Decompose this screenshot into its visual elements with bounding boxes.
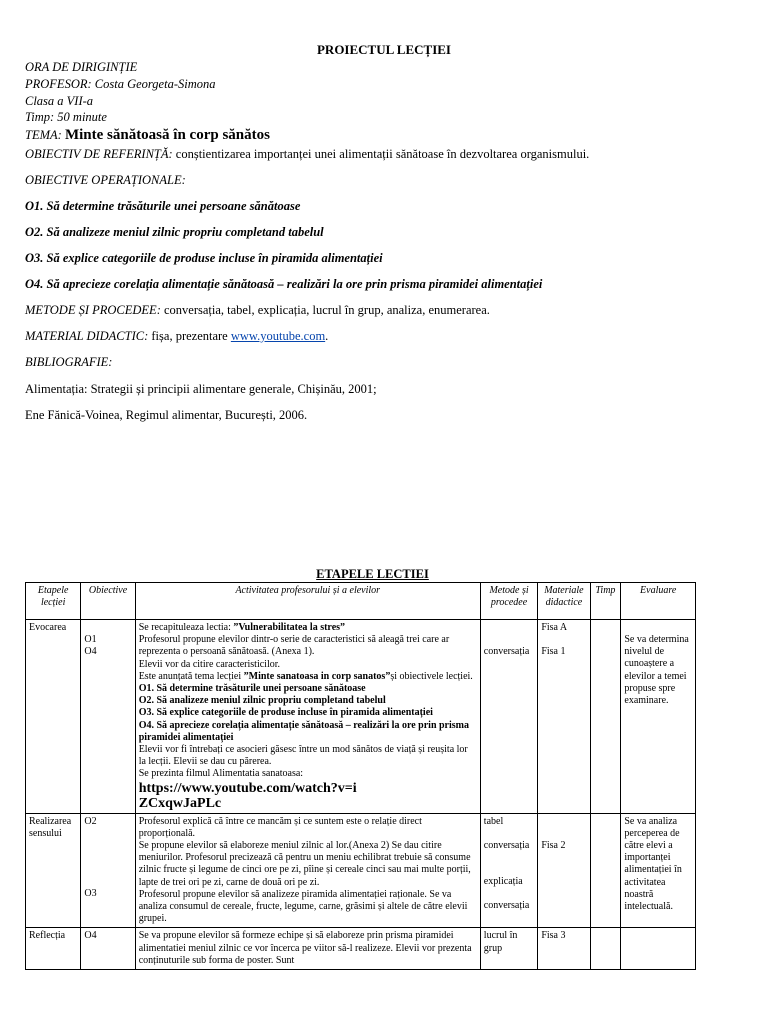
activity-text: Se prezinta filmul Alimentatia sanatoasa: [138,768,304,780]
table-obiectiv-o2: O2. Să analizeze meniul zilnic propriu completand tabelul [138,695,386,707]
material-item: Fisa 1 [541,646,566,658]
profesor-line [25,76,216,92]
tema-line [25,126,270,144]
cell-evaluare [621,620,696,814]
activity-text: Elevii vor fi întrebați ce asocieri găsesc între un mod sănătos de viață și reușita lor la lecții. Elevii se dau cu părerea. [138,744,468,768]
bibliografie-label: BIBLIOGRAFIE: [25,355,113,369]
recap-text: Se recapituleaza lectia: [138,622,234,633]
material-item: Fisa 2 [541,839,566,851]
tema-value: Minte sănătoasă în corp sănătos [64,127,270,143]
metoda: conversația [483,900,530,912]
obiectiv-code: O2 [84,815,97,827]
cell-metode [480,813,538,928]
cell-activitate [135,928,480,970]
table-row-evocarea [26,620,696,814]
obiectiv-label: OBIECTIV DE REFERINȚĂ: [25,147,173,161]
cell-timp [590,813,621,928]
cell-activitate [135,620,480,814]
profesor-name: Costa Georgeta-Simona [94,77,216,91]
activity-text: Este anunțată tema lecției [138,670,244,682]
col-header-obiective: Obiective [81,583,135,620]
cell-materiale [538,928,590,970]
cell-evaluare [621,928,696,970]
evaluare-text: Se va determina nivelul de cunoaștere a elevilor a temei propuse spre examinare. [624,634,689,707]
activity-text: Se propune elevilor să elaboreze meniul zilnic al lor.(Anexa 2) Se dau citire meniurilor. Profesorul precizează că pentru un meniu echilibrat trebuie să consume zilnic fructe și legume de cinci ore pe zi, pîine și cereale cinci sau mai multe porții, lapte de trei ori pe zi, carne de două ori pe zi. [138,840,471,888]
tema-label: TEMA: [25,128,62,142]
obiectiv-o3: O3. Să explice categoriile de produse incluse în piramida alimentației [25,251,383,265]
metoda: tabel [483,815,504,827]
col-header-materiale: Materiale didactice [538,583,590,620]
etape-title: ETAPELE LECTIEI [316,567,429,581]
obiectiv-value: conștientizarea importanței unei alimentații sănătoase în dezvoltarea organismului. [175,147,590,161]
cell-activitate [135,813,480,928]
etapa-evocarea: Evocarea [29,622,67,633]
video-url[interactable]: https://www.youtube.com/watch?v=iZCxqwJaPLc [138,780,357,811]
etapa-reflectia: Reflecția [29,930,66,942]
col-header-etapele: Etapele lecției [26,583,81,620]
clasa-line: Clasa a VII-a [25,94,94,108]
profesor-label: PROFESOR: [25,77,92,91]
metode-line [25,302,490,318]
cell-evaluare [621,813,696,928]
bibliografie-item-1: Alimentația: Strategii și principii alimentare generale, Chișinău, 2001; [25,382,377,396]
cell-obiective [81,620,135,814]
material-item: Fisa 3 [541,930,566,942]
activity-text: și obiectivele lecției. [390,670,473,682]
col-header-evaluare: Evaluare [621,583,696,620]
obiectiv-code: O1 [84,634,97,645]
cell-materiale [538,813,590,928]
etapa-realizarea: Realizarea sensului [29,815,72,839]
cell-etapa [26,928,81,970]
table-header-row [26,583,696,620]
obiectiv-line [25,146,589,162]
timp-line: Timp: 50 minute [25,110,107,124]
cell-timp [590,620,621,814]
activity-text: Elevii vor da citire caracteristicilor. [138,658,281,670]
recap-topic: ”Vulnerabilitatea la stres” [233,622,346,633]
cell-obiective [81,813,135,928]
bibliografie-item-2: Ene Fănică-Voinea, Regimul alimentar, București, 2006. [25,408,308,422]
cell-obiective [81,928,135,970]
page-title: PROIECTUL LECȚIEI [316,42,451,57]
etape-table [25,582,696,970]
col-header-timp: Timp [590,583,621,620]
obiective-op-label: OBIECTIVE OPERAȚIONALE: [25,173,186,187]
youtube-link[interactable]: www.youtube.com [230,329,326,343]
cell-metode [480,928,538,970]
evaluare-text: Se va analiza perceperea de către elevi a importanței alimentației în activitatea noastră intelectuală. [624,815,682,913]
metoda: lucrul în grup [483,930,518,954]
table-row-realizarea [26,813,696,928]
obiectiv-code: O3 [84,887,97,899]
table-obiectiv-o4: O4. Să aprecieze corelația alimentație sănătoasă – realizări la ore prin prisma piramidei alimentației [138,719,469,743]
metoda: conversația [483,839,530,851]
table-row-reflectia [26,928,696,970]
activity-text: Profesorul propune elevilor dintr-o serie de caracteristici să aleagă trei care ar reprezenta o persoană sănătoasă. (Anexa 1). [138,634,450,658]
material-label: MATERIAL DIDACTIC: [25,329,149,343]
activity-text: Profesorul propune elevilor să analizeze piramida alimentației raționale. Se va analiza consumul de cereale, fructe, legume, carne, grăsimi și altele de către elevii grupei. [138,888,468,925]
table-obiectiv-o3: O3. Să explice categoriile de produse incluse în piramida alimentației [138,707,433,719]
obiectiv-o2: O2. Să analizeze meniul zilnic propriu completand tabelul [25,225,324,239]
obiectiv-o4: O4. Să aprecieze corelația alimentație sănătoasă – realizări la ore prin prisma piramidei alimentației [25,277,543,291]
cell-metode [480,620,538,814]
obiectiv-code: O4 [84,930,97,942]
metoda: conversația [483,646,530,657]
material-value: fișa, prezentare [151,329,228,343]
table-obiectiv-o1: O1. Să determine trăsăturile unei persoane sănătoase [138,683,366,695]
obiectiv-o1: O1. Să determine trăsăturile unei persoane sănătoase [25,199,301,213]
activity-text: Profesorul explică că între ce mancăm și ce suntem este o relație direct proporțională. [138,815,422,839]
col-header-metode: Metode și procedee [480,583,538,620]
material-item: Fisa A [541,622,568,633]
cell-etapa [26,620,81,814]
material-end: . [325,329,329,343]
metode-label: METODE ȘI PROCEDEE: [25,303,161,317]
cell-timp [590,928,621,970]
metode-value: conversația, tabel, explicația, lucrul în grup, analiza, enumerarea. [163,303,490,317]
tema-inline: ”Minte sanatoasa in corp sanatos” [243,670,391,682]
cell-etapa [26,813,81,928]
activity-text: Se va propune elevilor să formeze echipe și să elaboreze prin prisma piramidei alimentatiei meniul zilnic ce vor încerca pe viitor să-l realizeze. Elevii vor prezenta conținuturile sub forma de poster. Sunt [138,930,472,966]
cell-materiale [538,620,590,814]
obiectiv-code: O4 [84,646,97,658]
material-line [25,328,328,344]
metoda: explicația [483,876,523,888]
col-header-activitatea: Activitatea profesorului și a elevilor [135,583,480,620]
ora-line: ORA DE DIRIGINȚIE [25,60,138,74]
